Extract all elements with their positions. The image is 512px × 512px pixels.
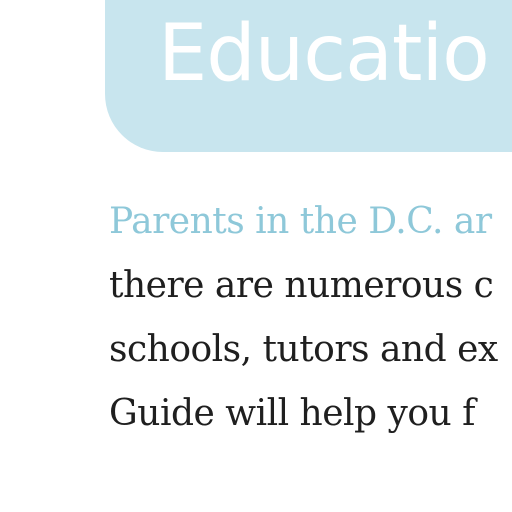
intro-line: there are numerous c: [109, 265, 494, 306]
intro-line: Guide will help you f: [109, 393, 476, 434]
intro-paragraph: [109, 190, 512, 446]
section-title: Educatio: [158, 9, 489, 99]
intro-lead-line: Parents in the D.C. ar: [109, 201, 492, 242]
intro-line: schools, tutors and ex: [109, 329, 498, 370]
